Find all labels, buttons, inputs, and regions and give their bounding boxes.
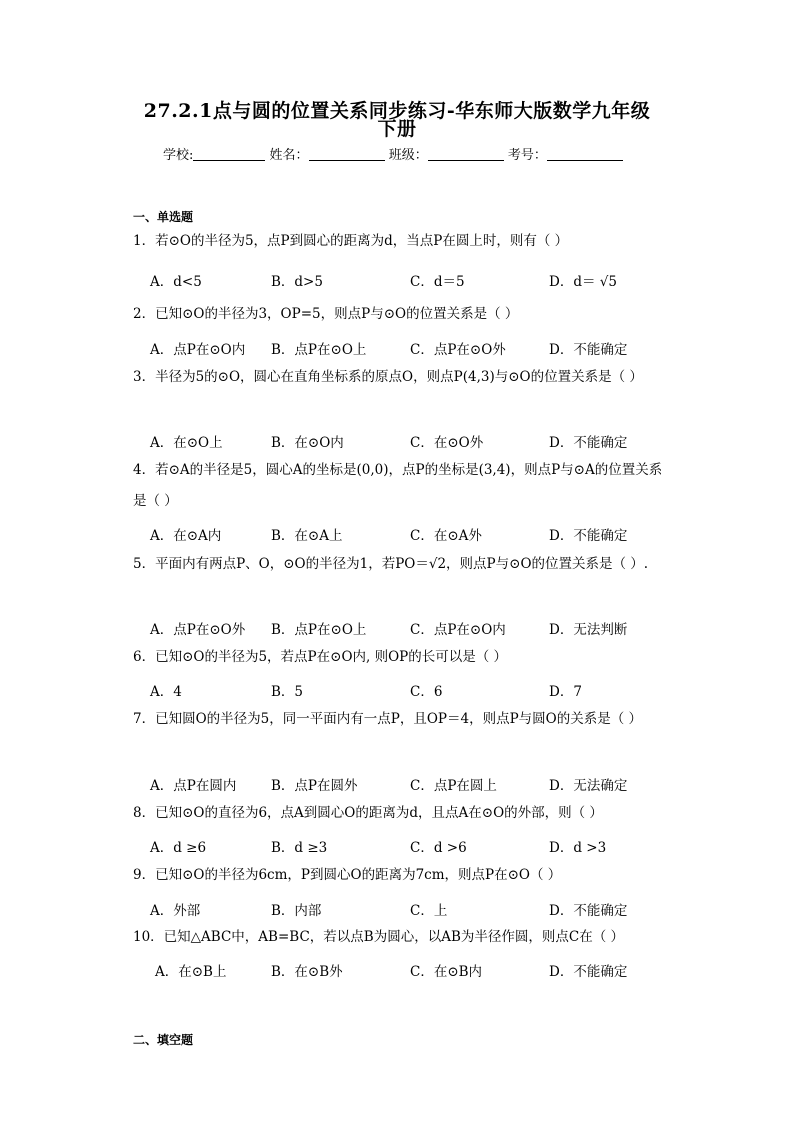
option-row (150, 431, 670, 451)
question-stem: 1．若⊙O的半径为5，点P到圆心的距离为d，当点P在圆上时，则有（ ） (133, 233, 569, 249)
option-row (150, 524, 670, 544)
option-d[interactable]: D．无法确定 (549, 778, 628, 794)
option-row (150, 680, 670, 700)
question-stem: 2．已知⊙O的半径为3，OP=5，则点P与⊙O的位置关系是（ ） (133, 306, 519, 322)
option-c[interactable]: C．d >6 (410, 840, 467, 856)
option-d[interactable]: D．不能确定 (549, 342, 628, 358)
option-b[interactable]: B．在⊙O内 (271, 435, 344, 451)
option-a[interactable]: A．点P在圆内 (150, 778, 237, 794)
question-stem: 10．已知△ABC中，AB=BC，若以点B为圆心，以AB为半径作圆，则点C在（ ） (133, 929, 625, 945)
option-b[interactable]: B．5 (271, 684, 304, 700)
option-d[interactable]: D．不能确定 (549, 528, 628, 544)
option-a[interactable]: A．d<5 (150, 274, 202, 290)
number-blank[interactable] (547, 147, 623, 161)
question-stem: 5．平面内有两点P、O，⊙O的半径为1，若PO＝√2，则点P与⊙O的位置关系是（ ）. (133, 556, 649, 572)
option-a[interactable]: A．4 (150, 684, 182, 700)
option-b[interactable]: B．点P在⊙O上 (271, 342, 367, 358)
option-c[interactable]: C．6 (410, 684, 443, 700)
school-label: 学校: (163, 148, 194, 163)
option-d[interactable]: D．无法判断 (549, 622, 628, 638)
option-c[interactable]: C．上 (410, 903, 448, 919)
option-d[interactable]: D．d＝ √5 (549, 274, 617, 290)
option-a[interactable]: A．在⊙B上 (155, 964, 227, 980)
option-b[interactable]: B．点P在圆外 (271, 778, 358, 794)
option-a[interactable]: A．外部 (150, 903, 201, 919)
question-stem: 7．已知圆O的半径为5，同一平面内有一点P，且OP＝4，则点P与圆O的关系是（ ） (133, 711, 643, 727)
option-c[interactable]: C．在⊙O外 (410, 435, 484, 451)
question-stem: 3．半径为5的⊙O，圆心在直角坐标系的原点O，则点P(4,3)与⊙O的位置关系是（ ） (133, 369, 643, 385)
option-c[interactable]: C．点P在⊙O内 (410, 622, 506, 638)
section-heading-single-choice: 一、单选题 (133, 210, 194, 224)
school-blank[interactable] (193, 147, 265, 161)
option-row (150, 270, 670, 290)
option-b[interactable]: B．d ≥3 (271, 840, 328, 856)
option-b[interactable]: B．内部 (271, 903, 322, 919)
option-b[interactable]: B．点P在⊙O上 (271, 622, 367, 638)
number-label: 考号： (507, 148, 547, 163)
option-d[interactable]: D．不能确定 (549, 435, 628, 451)
option-b[interactable]: B．d>5 (271, 274, 323, 290)
title-line-1: 27.2.1点与圆的位置关系同步练习-华东师大版数学九年级 (143, 100, 651, 122)
option-b[interactable]: B．在⊙B外 (271, 964, 343, 980)
question-stem: 4．若⊙A的半径是5，圆心A的坐标是(0,0)，点P的坐标是(3,4)，则点P与⊙A的位置关系是（ ） (133, 462, 663, 509)
option-c[interactable]: C．在⊙B内 (410, 964, 483, 980)
option-d[interactable]: D．不能确定 (549, 903, 628, 919)
option-a[interactable]: A．点P在⊙O外 (150, 622, 246, 638)
option-row (150, 836, 670, 856)
option-c[interactable]: C．点P在圆上 (410, 778, 497, 794)
option-row (150, 338, 670, 358)
class-blank[interactable] (428, 147, 504, 161)
option-a[interactable]: A．在⊙A内 (150, 528, 222, 544)
option-a[interactable]: A．在⊙O上 (150, 435, 223, 451)
class-label: 班级： (388, 148, 428, 163)
question-stem: 9．已知⊙O的半径为6cm，P到圆心O的距离为7cm，则点P在⊙O（ ） (133, 867, 562, 883)
question-stem: 8．已知⊙O的直径为6，点A到圆心O的距离为d，且点A在⊙O的外部，则（ ） (133, 805, 603, 821)
title-line-2: 下册 (377, 118, 417, 140)
option-row (150, 899, 670, 919)
option-d[interactable]: D．7 (549, 684, 582, 700)
option-c[interactable]: C．在⊙A外 (410, 528, 482, 544)
student-info-row (163, 144, 643, 163)
option-row (150, 618, 670, 638)
option-row (150, 774, 670, 794)
option-b[interactable]: B．在⊙A上 (271, 528, 343, 544)
option-row (155, 960, 675, 980)
option-a[interactable]: A．点P在⊙O内 (150, 342, 246, 358)
option-c[interactable]: C．d＝5 (410, 274, 465, 290)
question-stem: 6．已知⊙O的半径为5，若点P在⊙O内, 则OP的长可以是（ ） (133, 649, 508, 665)
name-blank[interactable] (309, 147, 385, 161)
option-d[interactable]: D．不能确定 (549, 964, 628, 980)
option-d[interactable]: D．d >3 (549, 840, 607, 856)
option-a[interactable]: A．d ≥6 (150, 840, 207, 856)
section-heading-fill-in: 二、填空题 (133, 1033, 194, 1047)
option-c[interactable]: C．点P在⊙O外 (410, 342, 506, 358)
name-label: 姓名： (269, 148, 309, 163)
